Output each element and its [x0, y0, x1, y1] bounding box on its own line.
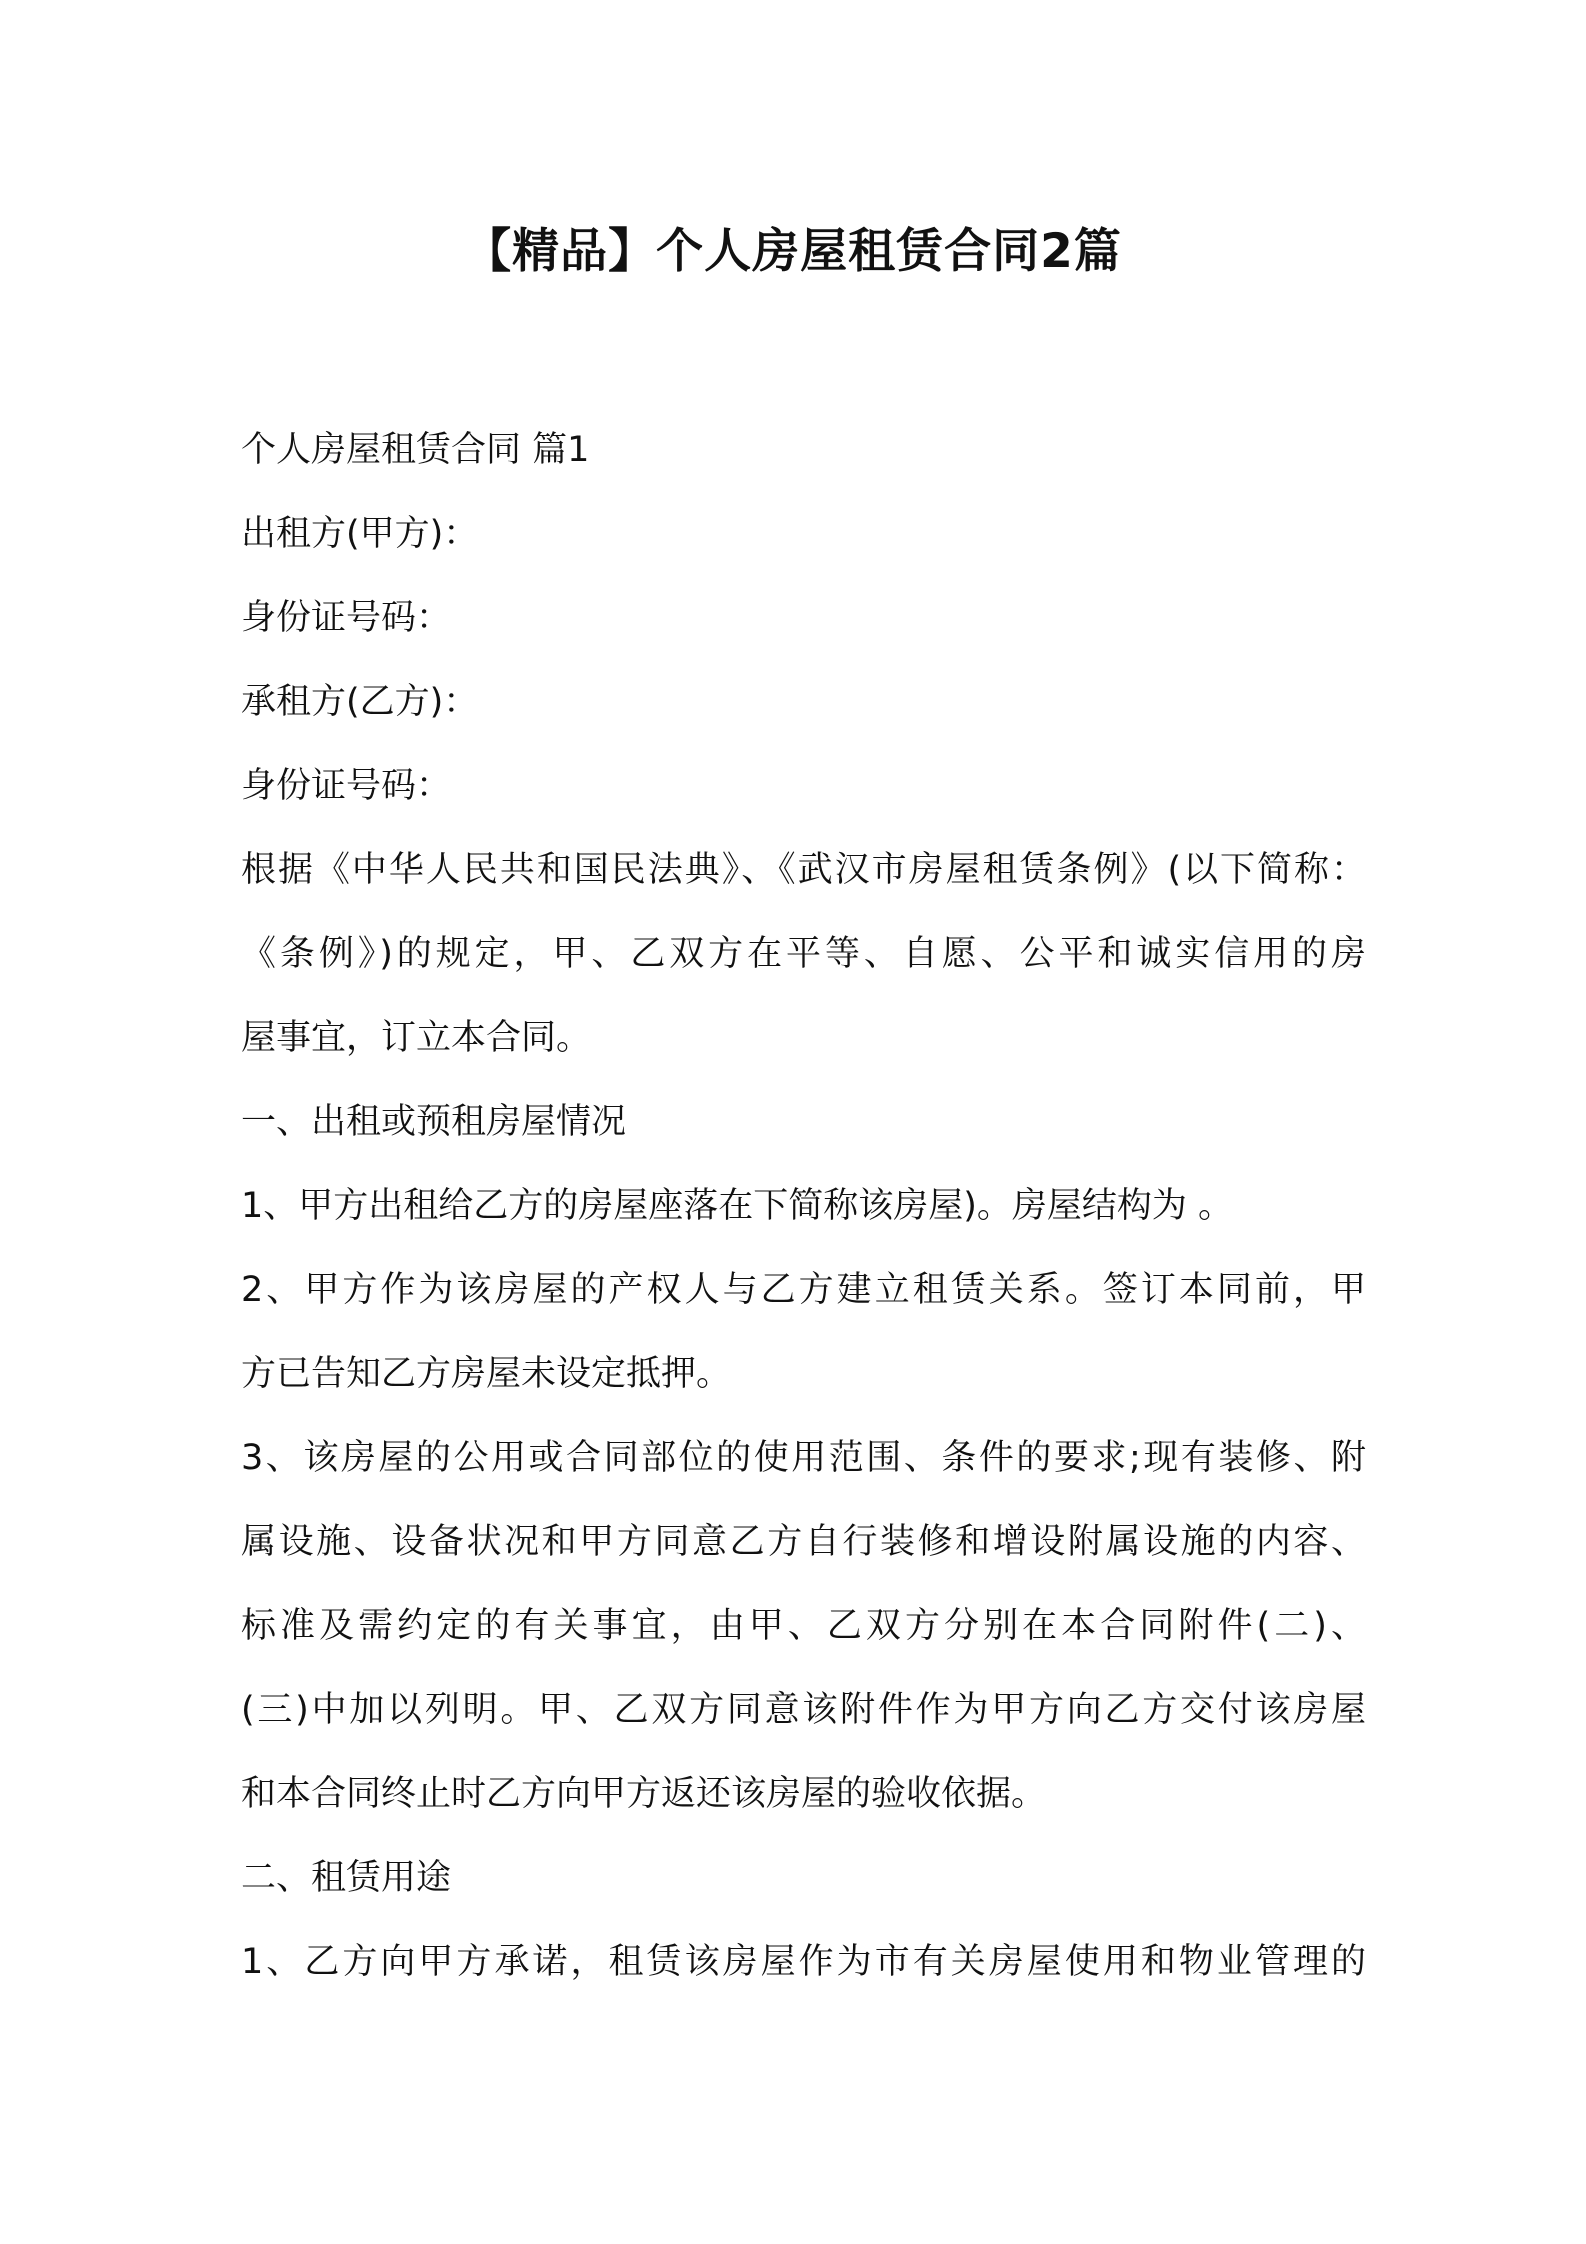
clause-1-3-line-2: 属设施、设备状况和甲方同意乙方自行装修和增设附属设施的内容、 — [241, 1522, 1366, 1562]
contract-body — [241, 408, 1366, 2004]
clause-1-1: 1、甲方出租给乙方的房屋座落在下简称该房屋)。房屋结构为 。 — [241, 1186, 1234, 1226]
lessor-id-label: 身份证号码： — [241, 598, 452, 638]
clause-1-3-line-4: (三)中加以列明。甲、乙双方同意该附件作为甲方向乙方交付该房屋 — [241, 1690, 1366, 1730]
lessor-label: 出租方(甲方)： — [241, 514, 479, 554]
clause-1-2-line-1: 2、甲方作为该房屋的产权人与乙方建立租赁关系。签订本同前，甲 — [241, 1270, 1366, 1310]
clause-1-3-line-5: 和本合同终止时乙方向甲方返还该房屋的验收依据。 — [241, 1774, 1047, 1814]
section-heading-part1: 个人房屋租赁合同 篇1 — [241, 430, 590, 470]
section-heading-2: 二、租赁用途 — [241, 1858, 452, 1898]
clause-1-2-line-2: 方已告知乙方房屋未设定抵押。 — [241, 1354, 732, 1394]
lessee-label: 承租方(乙方)： — [241, 682, 479, 722]
lessee-id-label: 身份证号码： — [241, 766, 452, 806]
clause-2-1-line-1: 1、乙方向甲方承诺，租赁该房屋作为市有关房屋使用和物业管理的 — [241, 1942, 1366, 1982]
clause-1-3-line-3: 标准及需约定的有关事宜，由甲、乙双方分别在本合同附件(二)、 — [241, 1606, 1366, 1646]
section-heading-1: 一、出租或预租房屋情况 — [241, 1102, 627, 1142]
preamble-line-2: 《条例》)的规定，甲、乙双方在平等、自愿、公平和诚实信用的房 — [241, 934, 1366, 974]
preamble-line-1: 根据《中华人民共和国民法典》、《武汉市房屋租赁条例》(以下简称： — [241, 850, 1366, 890]
preamble-line-3: 屋事宜，订立本合同。 — [241, 1018, 592, 1058]
document-title: 【精品】个人房屋租赁合同2篇 — [464, 224, 1122, 279]
clause-1-3-line-1: 3、该房屋的公用或合同部位的使用范围、条件的要求;现有装修、附 — [241, 1438, 1366, 1478]
